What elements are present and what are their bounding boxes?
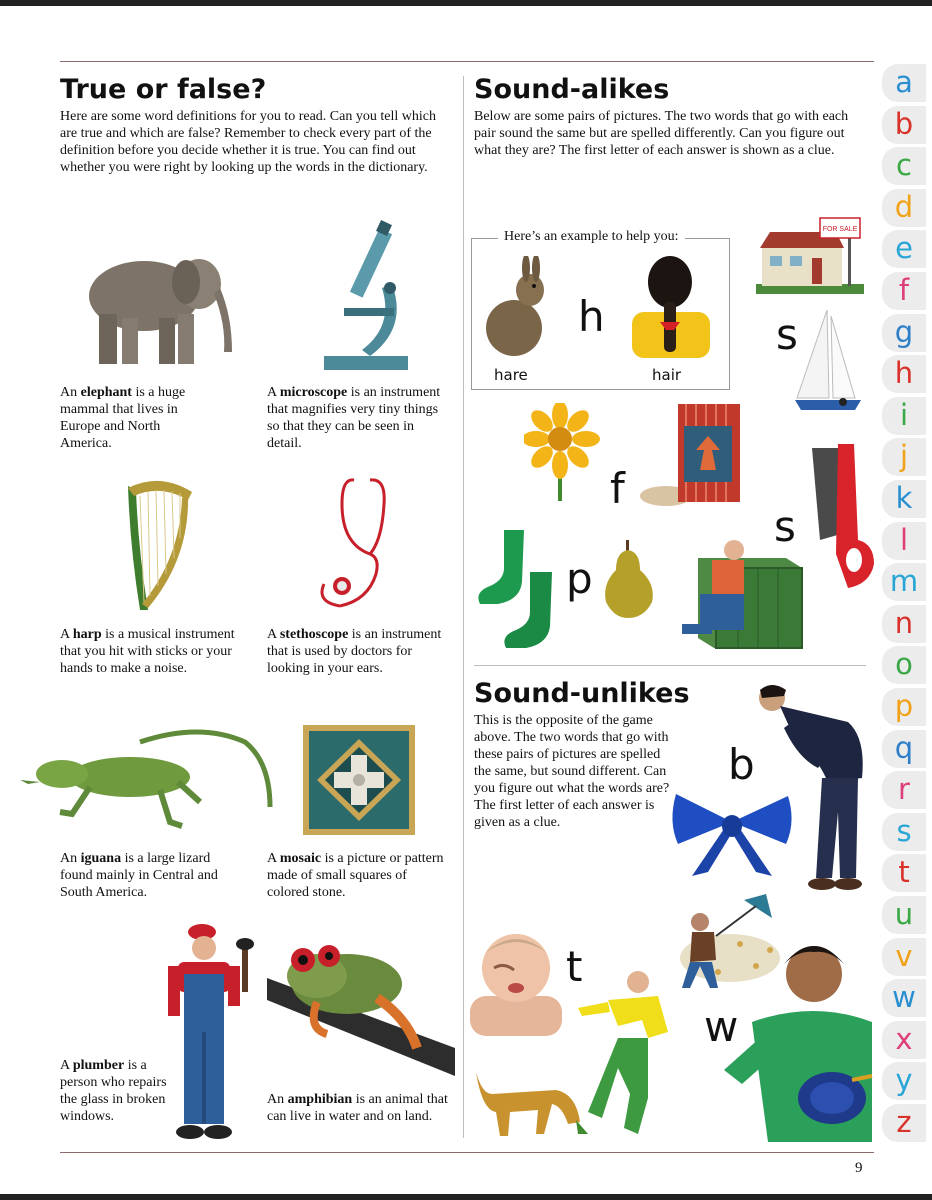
alphabet-tab-j[interactable]: j [882,438,926,476]
flower-picture [524,403,610,501]
alphabet-tab-c[interactable]: c [882,147,926,185]
stethoscope-caption: A stethoscope is an instrument that is used by doctors for looking in your ears. [267,627,442,676]
plumber-caption: A plumber is a person who repairs the glass in broken windows. [60,1058,167,1124]
mosaic-caption: A mosaic is a picture or pattern made of small squares of colored stone. [267,851,444,900]
plumber-picture [168,922,256,1144]
house-sign-text: FOR SALE [822,226,858,233]
column-divider [463,76,464,1138]
section-divider [474,665,866,666]
sound-alike-clue-2: f [610,464,625,513]
alphabet-tab-v[interactable]: v [882,938,926,976]
mosaic-picture [303,725,415,835]
sound-alikes-heading: Sound-alikes [474,74,670,105]
alphabet-tab-n[interactable]: n [882,605,926,643]
sound-unlike-clue-2: t [566,942,583,991]
top-rule [60,61,874,62]
example-title: Here’s an example to help you: [498,229,685,245]
saw-picture [808,444,876,590]
top-frame-bar [0,0,932,6]
alphabet-tab-w[interactable]: w [882,979,926,1017]
sound-unlikes-heading: Sound-unlikes [474,678,690,709]
sailboat-picture [793,306,863,414]
tripping-man-picture [578,968,674,1134]
alphabet-tab-b[interactable]: b [882,106,926,144]
stethoscope-picture [310,474,394,619]
flour-bag-picture [640,400,742,508]
frog-picture [267,938,455,1076]
alphabet-tab-y[interactable]: y [882,1062,926,1100]
example-word-hair: hair [652,366,682,384]
ribbon-bow-picture [668,792,796,876]
pear-picture [598,540,658,618]
sound-alike-clue-4: s [774,502,796,551]
alphabet-tab-u[interactable]: u [882,896,926,934]
alphabet-tab-t[interactable]: t [882,854,926,892]
alphabet-tab-d[interactable]: d [882,189,926,227]
bottom-rule [60,1152,874,1153]
socks-picture [474,528,560,652]
alphabet-tab-f[interactable]: f [882,272,926,310]
sound-alike-clue-3: p [566,554,593,603]
true-false-intro: Here are some word definitions for you to read. Can you tell which are true and which are false? Remember to check every part of the definition before you decide whether it is true. You can find out whether you were right by looking up the words in the dictionary. [60,109,436,175]
sound-alikes-intro: Below are some pairs of pictures. The two words that go with each pair sound the same but are spelled differently. Can you figure out what they are? The first letter of each answer is shown as a clue. [474,109,849,158]
amphibian-caption: An amphibian is an animal that can live in water and on land. [267,1092,448,1124]
elephant-picture [74,244,234,372]
iguana-caption: An iguana is a large lizard found mainly in Central and South America. [60,851,218,900]
sound-unlike-clue-3: w [704,1002,739,1051]
elephant-caption: An elephant is a huge mammal that lives in Europe and North America. [60,385,186,451]
alphabet-tab-k[interactable]: k [882,480,926,518]
microscope-picture [320,218,412,373]
alphabet-tab-r[interactable]: r [882,771,926,809]
alphabet-tab-o[interactable]: o [882,646,926,684]
alphabet-tab-g[interactable]: g [882,314,926,352]
example-clue-letter: h [578,292,605,341]
alphabet-tab-h[interactable]: h [882,355,926,393]
hair-picture [630,252,712,358]
alphabet-tab-z[interactable]: z [882,1104,926,1142]
alphabet-tab-s[interactable]: s [882,813,926,851]
true-false-heading: True or false? [60,74,267,105]
alphabet-tab-l[interactable]: l [882,522,926,560]
alphabet-tab-i[interactable]: i [882,397,926,435]
alphabet-tab-p[interactable]: p [882,688,926,726]
iguana-picture [20,722,275,834]
bottom-frame-bar [0,1194,932,1200]
alphabet-tab-x[interactable]: x [882,1021,926,1059]
microscope-caption: A microscope is an instrument that magnifies very tiny things so that they can be seen in detail. [267,385,441,451]
sound-unlikes-intro: This is the opposite of the game above. The two words that go with these pairs of pictures are spelled the same, but sound different. Can you figure out what the words are? The first letter of each answer is given as a clue. [474,713,670,830]
harp-picture [120,478,196,614]
hare-picture [484,256,550,360]
boy-winding-picture [722,930,882,1142]
alphabet-tab-q[interactable]: q [882,730,926,768]
example-word-hare: hare [494,366,528,384]
safe-cracker-picture [678,538,806,654]
alphabet-tab-e[interactable]: e [882,230,926,268]
alphabet-tab-a[interactable]: a [882,64,926,102]
house-for-sale-picture [756,214,864,294]
crying-baby-picture [470,926,562,1036]
page-number: 9 [855,1160,863,1176]
harp-caption: A harp is a musical instrument that you hit with sticks or your hands to make a noise. [60,627,235,676]
sound-unlike-clue-1: b [728,740,755,789]
alphabet-tab-m[interactable]: m [882,563,926,601]
dog-picture [472,1064,592,1140]
sound-alike-clue-1: s [776,310,798,359]
